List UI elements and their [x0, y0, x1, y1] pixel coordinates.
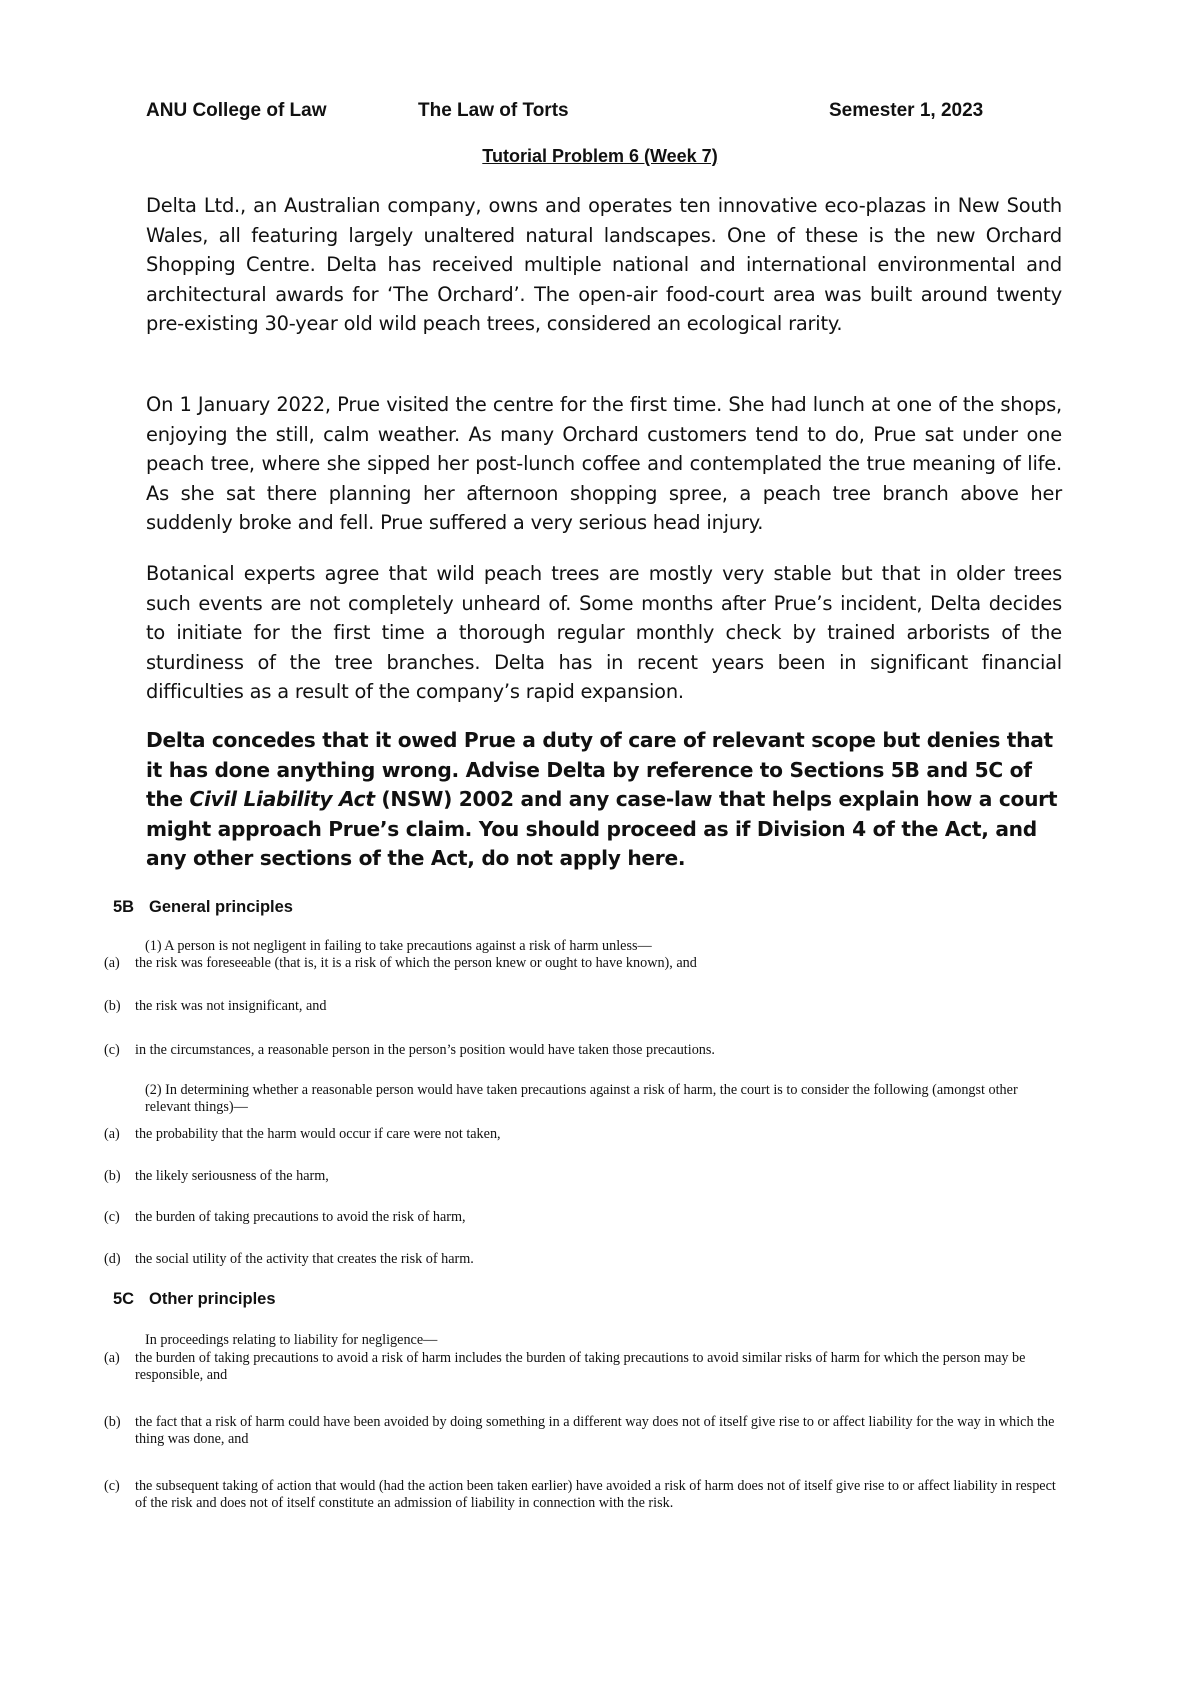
list-item — [104, 1126, 1060, 1143]
section-5c-title: Other principles — [149, 1290, 276, 1308]
paragraph-facts-3: Botanical experts agree that wild peach trees are mostly very stable but that in older trees such events are not completely unheard of. Some months after Prue’s incident, Delta decides to initiate for the first time a thorough regular monthly check by trained arborists of the sturdiness of the tree branches. Delta has in recent years been in significant financial difficulties as a result of the company’s rapid expansion. — [146, 562, 1062, 703]
header-institution: ANU College of Law — [146, 100, 327, 121]
list-item — [104, 1209, 1060, 1226]
item-text: the subsequent taking of action that would (had the action been taken earlier) have avoided a risk of harm does not of itself give rise to or affect liability in respect of the risk and does not of itself constitute an admission of liability in connection with the risk. — [135, 1478, 1056, 1511]
question-text-1: Delta concedes that it owed Prue a duty of care of relevant scope but denies that it has done anything wrong. Advise Delta by reference to Sections 5B and 5C of the — [146, 728, 1053, 811]
question-text-2: (NSW) 2002 and any case-law that helps explain how a court might approach Prue’s claim. You should proceed as if Division 4 of the Act, and any other sections of the Act, do not apply here. — [146, 787, 1058, 870]
section-5c-number: 5C — [113, 1290, 135, 1308]
list-item — [104, 1251, 1060, 1268]
paragraph-facts-2: On 1 January 2022, Prue visited the centre for the first time. She had lunch at one of the shops, enjoying the still, calm weather. As many Orchard customers tend to do, Prue sat under one peach tree, where she sipped her post-lunch coffee and contemplated the true meaning of life. As she sat there planning her afternoon shopping spree, a peach tree branch above her suddenly broke and fell. Prue suffered a very serious head injury. — [146, 393, 1062, 534]
paragraph-facts-1: Delta Ltd., an Australian company, owns and operates ten innovative eco-plazas in New South Wales, all featuring largely unaltered natural landscapes. One of these is the new Orchard Shopping Centre. Delta has received multiple national and international environmental and architectural awards for ‘The Orchard’. The open-air food-court area was built around twenty pre-existing 30-year old wild peach trees, considered an ecological rarity. — [146, 194, 1062, 335]
section-5b-sub2-intro: (2) In determining whether a reasonable person would have taken precautions against a risk of harm, the court is to consider the following (amongst other relevant things)— — [145, 1082, 1018, 1115]
section-5b-number: 5B — [113, 898, 135, 916]
item-text: the social utility of the activity that creates the risk of harm. — [135, 1251, 474, 1267]
item-label: (d) — [104, 1251, 121, 1267]
item-label: (c) — [104, 1209, 120, 1225]
list-item — [104, 1478, 1060, 1512]
item-text: the burden of taking precautions to avoid a risk of harm includes the burden of taking precautions to avoid similar risks of harm for which the person may be responsible, and — [135, 1350, 1026, 1383]
section-5c-intro: In proceedings relating to liability for negligence— — [145, 1332, 438, 1348]
list-item — [104, 1168, 1060, 1185]
section-5c-heading — [113, 1290, 276, 1309]
item-label: (c) — [104, 1478, 120, 1494]
item-text: the risk was foreseeable (that is, it is a risk of which the person knew or ought to have known), and — [135, 955, 697, 971]
item-label: (b) — [104, 1414, 121, 1430]
item-label: (a) — [104, 1350, 120, 1366]
list-item — [104, 955, 1060, 972]
section-5b-sub1-intro: (1) A person is not negligent in failing to take precautions against a risk of harm unless— — [145, 938, 652, 954]
item-label: (b) — [104, 998, 121, 1014]
question-paragraph — [146, 726, 1062, 874]
act-name: Civil Liability Act — [189, 787, 375, 811]
page-title: Tutorial Problem 6 (Week 7) — [482, 146, 718, 166]
list-item — [104, 1350, 1060, 1384]
item-label: (a) — [104, 1126, 120, 1142]
item-text: the burden of taking precautions to avoid the risk of harm, — [135, 1209, 466, 1225]
item-text: the risk was not insignificant, and — [135, 998, 327, 1014]
list-item — [104, 998, 1060, 1015]
list-item — [104, 1042, 1060, 1059]
header-semester: Semester 1, 2023 — [829, 100, 984, 121]
item-label: (c) — [104, 1042, 120, 1058]
item-text: the fact that a risk of harm could have been avoided by doing something in a different way does not of itself give rise to or affect liability for the way in which the thing was done, and — [135, 1414, 1055, 1447]
header-course: The Law of Torts — [418, 100, 569, 121]
item-label: (a) — [104, 955, 120, 971]
list-item — [104, 1414, 1060, 1448]
item-label: (b) — [104, 1168, 121, 1184]
item-text: the likely seriousness of the harm, — [135, 1168, 329, 1184]
section-5b-title: General principles — [149, 898, 293, 916]
item-text: in the circumstances, a reasonable person in the person’s position would have taken those precautions. — [135, 1042, 715, 1058]
section-5b-heading — [113, 898, 293, 917]
item-text: the probability that the harm would occur if care were not taken, — [135, 1126, 501, 1142]
